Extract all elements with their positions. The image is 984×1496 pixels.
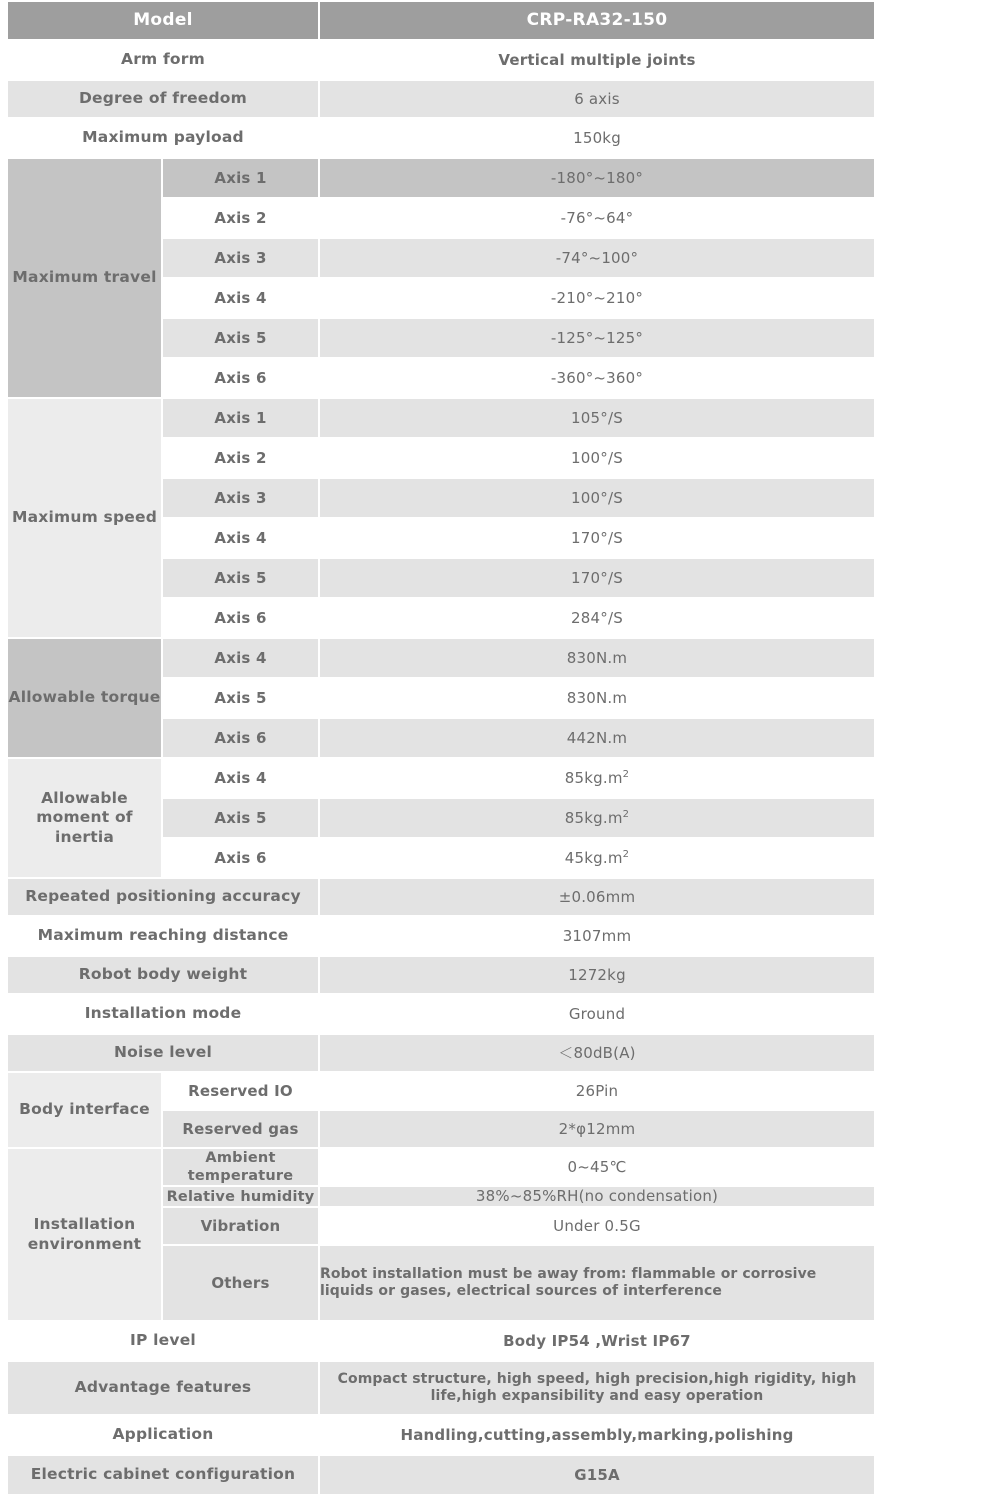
row-value: ±0.06mm: [319, 878, 875, 916]
axis-value-text: 85kg.m: [564, 808, 623, 827]
axis-label: Axis 2: [162, 438, 319, 478]
axis-label: Axis 4: [162, 638, 319, 678]
row-value: Handling,cutting,assembly,marking,polishing: [319, 1415, 875, 1455]
axis-value: [319, 758, 875, 798]
row-value: G15A: [319, 1455, 875, 1495]
sub-label: Relative humidity: [162, 1186, 319, 1207]
axis-value: 284°/S: [319, 598, 875, 638]
axis-value: 830N.m: [319, 638, 875, 678]
axis-label: Axis 6: [162, 598, 319, 638]
table-row: [7, 80, 875, 118]
table-row: [7, 40, 875, 80]
axis-label: Axis 4: [162, 518, 319, 558]
axis-value: -74°~100°: [319, 238, 875, 278]
sub-value: Robot installation must be away from: flammable or corrosive liquids or gases, electrical sources of interference: [319, 1245, 875, 1321]
table-row: [7, 1415, 875, 1455]
row-label: Degree of freedom: [7, 80, 319, 118]
row-value: Ground: [319, 994, 875, 1034]
header-label: Model: [7, 1, 319, 40]
axis-value: -210°~210°: [319, 278, 875, 318]
table-row: [7, 1361, 875, 1415]
table-row: [7, 638, 875, 678]
table-row: [7, 956, 875, 994]
axis-label: Axis 1: [162, 158, 319, 198]
axis-value-text: 45kg.m: [564, 848, 623, 867]
table-row: [7, 1034, 875, 1072]
sub-value: 0~45℃: [319, 1148, 875, 1186]
axis-label: Axis 6: [162, 838, 319, 878]
sub-value: Under 0.5G: [319, 1207, 875, 1245]
robot-specification-table: [6, 0, 876, 1496]
axis-value: 170°/S: [319, 518, 875, 558]
row-value: ＜80dB(A): [319, 1034, 875, 1072]
table-header-row: [7, 1, 875, 40]
sub-label: Ambient temperature: [162, 1148, 319, 1186]
row-label: Electric cabinet configuration: [7, 1455, 319, 1495]
row-value: 6 axis: [319, 80, 875, 118]
axis-label: Axis 2: [162, 198, 319, 238]
axis-label: Axis 3: [162, 238, 319, 278]
row-label: Robot body weight: [7, 956, 319, 994]
axis-value: 442N.m: [319, 718, 875, 758]
row-label: IP level: [7, 1321, 319, 1361]
group-label-installation-environment: Installation environment: [7, 1148, 162, 1321]
group-label-maximum-speed: Maximum speed: [7, 398, 162, 638]
row-value: Body IP54 ,Wrist IP67: [319, 1321, 875, 1361]
row-label: Application: [7, 1415, 319, 1455]
row-label: Noise level: [7, 1034, 319, 1072]
table-row: [7, 1148, 875, 1186]
table-row: [7, 916, 875, 956]
sub-value: 38%~85%RH(no condensation): [319, 1186, 875, 1207]
sub-label: Others: [162, 1245, 319, 1321]
table-row: [7, 118, 875, 158]
axis-label: Axis 5: [162, 558, 319, 598]
axis-label: Axis 3: [162, 478, 319, 518]
group-label-allowable-moment: Allowable moment of inertia: [7, 758, 162, 878]
axis-value: 830N.m: [319, 678, 875, 718]
row-label: Advantage features: [7, 1361, 319, 1415]
axis-value: 100°/S: [319, 478, 875, 518]
axis-label: Axis 1: [162, 398, 319, 438]
table-row: [7, 1321, 875, 1361]
axis-label: Axis 6: [162, 718, 319, 758]
axis-label: Axis 4: [162, 758, 319, 798]
axis-value: -360°~360°: [319, 358, 875, 398]
sub-value: 26Pin: [319, 1072, 875, 1110]
axis-label: Axis 5: [162, 678, 319, 718]
row-value: 1272kg: [319, 956, 875, 994]
axis-label: Axis 4: [162, 278, 319, 318]
axis-value: [319, 838, 875, 878]
table-row: [7, 1455, 875, 1495]
axis-label: Axis 6: [162, 358, 319, 398]
table-row: [7, 398, 875, 438]
table-row: [7, 1072, 875, 1110]
sub-value: 2*φ12mm: [319, 1110, 875, 1148]
row-value: Compact structure, high speed, high precision,high rigidity, high life,high expansibility and easy operation: [319, 1361, 875, 1415]
axis-label: Axis 5: [162, 318, 319, 358]
axis-value-sup: 2: [622, 848, 630, 860]
axis-value-text: 85kg.m: [564, 768, 623, 787]
group-label-maximum-travel: Maximum travel: [7, 158, 162, 398]
axis-value: -125°~125°: [319, 318, 875, 358]
row-value: Vertical multiple joints: [319, 40, 875, 80]
axis-value: 105°/S: [319, 398, 875, 438]
axis-value: [319, 798, 875, 838]
axis-value-sup: 2: [622, 808, 630, 820]
sub-label: Vibration: [162, 1207, 319, 1245]
sub-label: Reserved gas: [162, 1110, 319, 1148]
table-row: [7, 994, 875, 1034]
group-label-allowable-torque: Allowable torque: [7, 638, 162, 758]
row-label: Maximum reaching distance: [7, 916, 319, 956]
axis-value: 100°/S: [319, 438, 875, 478]
axis-value: -76°~64°: [319, 198, 875, 238]
axis-value-sup: 2: [622, 768, 630, 780]
row-label: Installation mode: [7, 994, 319, 1034]
row-value: 150kg: [319, 118, 875, 158]
table-row: [7, 878, 875, 916]
row-label: Maximum payload: [7, 118, 319, 158]
axis-value: -180°~180°: [319, 158, 875, 198]
row-label: Arm form: [7, 40, 319, 80]
axis-label: Axis 5: [162, 798, 319, 838]
header-value: CRP-RA32-150: [319, 1, 875, 40]
table-row: [7, 158, 875, 198]
row-label: Repeated positioning accuracy: [7, 878, 319, 916]
sub-label: Reserved IO: [162, 1072, 319, 1110]
axis-value: 170°/S: [319, 558, 875, 598]
table-row: [7, 758, 875, 798]
group-label-body-interface: Body interface: [7, 1072, 162, 1148]
row-value: 3107mm: [319, 916, 875, 956]
